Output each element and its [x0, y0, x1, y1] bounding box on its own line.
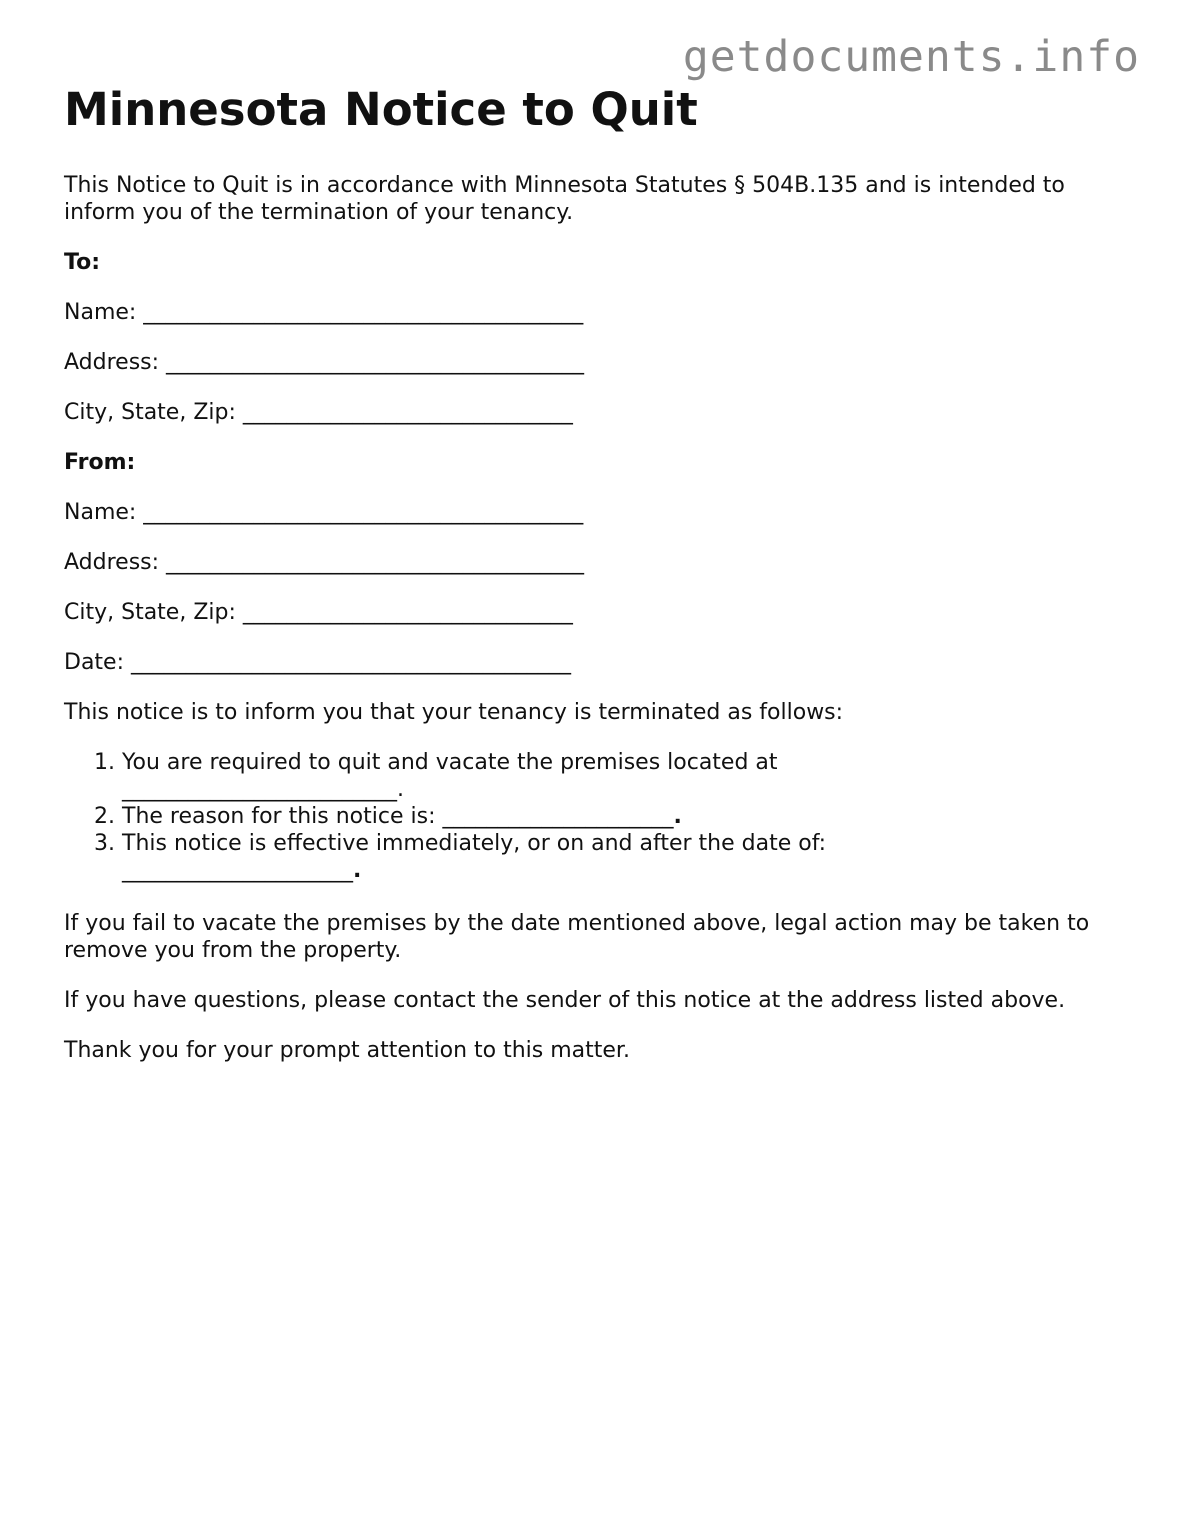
warning-paragraph: If you fail to vacate the premises by the date mentioned above, legal action may be taken to remove you from the property.	[64, 911, 1090, 963]
list-item	[122, 803, 1124, 830]
closing-paragraph: Thank you for your prompt attention to this matter.	[64, 1038, 630, 1063]
from-name-field: Name: ________________________________________	[64, 500, 584, 525]
reason-blank: _____________________	[442, 804, 674, 829]
term-text: The reason for this notice is:	[122, 804, 443, 829]
from-heading: From:	[64, 450, 136, 475]
effective-date-blank: _____________________	[122, 858, 353, 883]
list-item	[122, 749, 1124, 803]
to-name-field: Name: ________________________________________	[64, 300, 584, 325]
from-city-state-zip-field: City, State, Zip: ______________________________	[64, 600, 573, 625]
to-city-state-zip-field: City, State, Zip: ______________________________	[64, 400, 573, 425]
term-end: .	[397, 777, 404, 802]
term-end: .	[353, 858, 362, 883]
term-text: You are required to quit and vacate the premises located at	[122, 750, 778, 775]
watermark: getdocuments.info	[682, 32, 1140, 82]
premises-blank: _________________________	[122, 777, 397, 802]
questions-paragraph: If you have questions, please contact the sender of this notice at the address listed above.	[64, 988, 1066, 1013]
to-address-field: Address: ______________________________________	[64, 350, 585, 375]
document-title: Minnesota Notice to Quit	[64, 83, 698, 136]
terms-list	[64, 749, 1124, 884]
list-item	[122, 830, 1124, 884]
term-end: .	[673, 804, 682, 829]
document-page	[64, 84, 1124, 1087]
from-address-field: Address: ______________________________________	[64, 550, 585, 575]
date-field: Date: ________________________________________	[64, 650, 571, 675]
intro-paragraph: This Notice to Quit is in accordance with Minnesota Statutes § 504B.135 and is intended to inform you of the termination of your tenancy.	[64, 173, 1065, 225]
to-heading: To:	[64, 250, 100, 275]
term-text: This notice is effective immediately, or on and after the date of:	[122, 831, 827, 856]
terms-intro: This notice is to inform you that your tenancy is terminated as follows:	[64, 700, 844, 725]
